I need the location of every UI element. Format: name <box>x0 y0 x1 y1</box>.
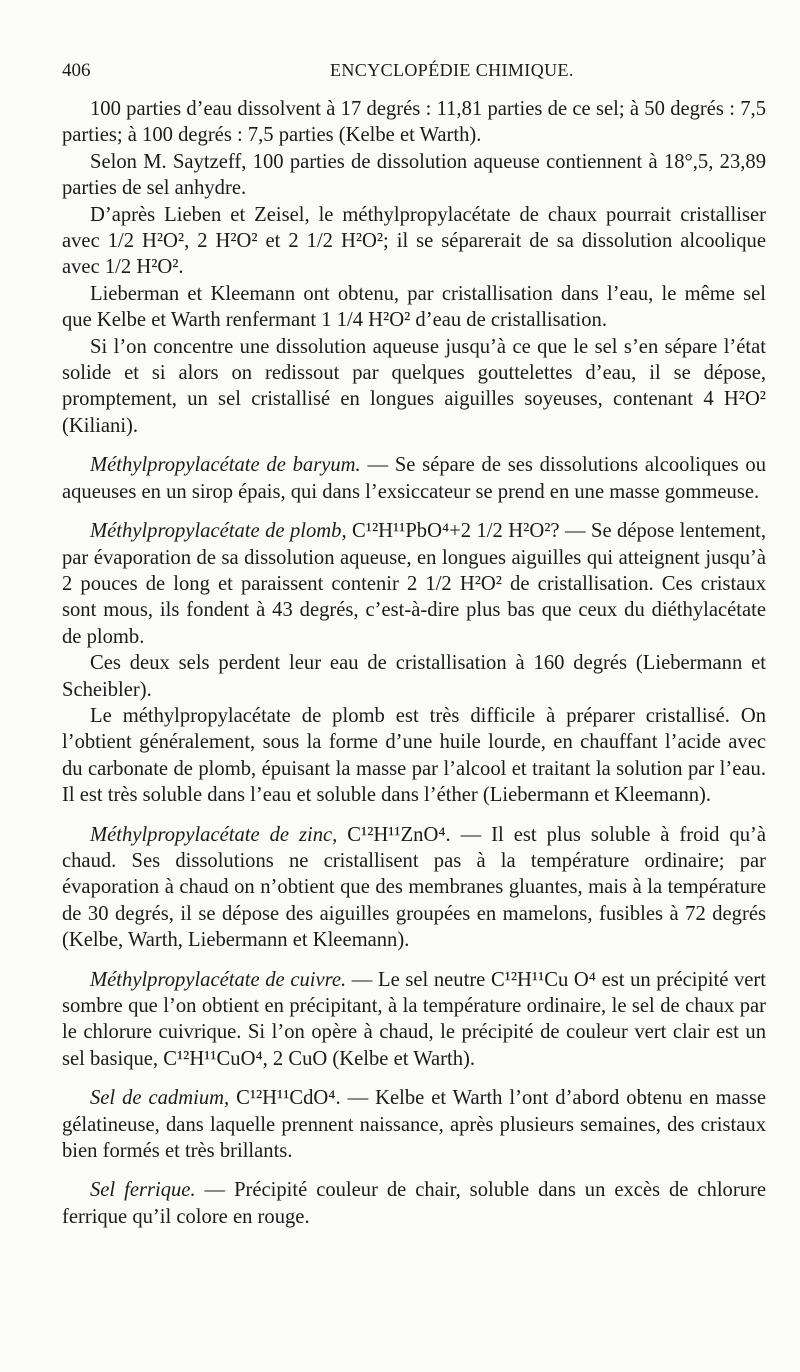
paragraph <box>62 334 766 440</box>
section-paragraph <box>62 967 766 1073</box>
paragraph-text: C¹²H¹¹ZnO⁴. — Il est plus soluble à froid qu’à chaud. Ses dissolutions ne cristallisent pas à la température ordinaire; par évaporation à chaud on n’obtient que des membranes gluantes, mais à la température de 30 degrés, il se dépose des aiguilles groupées en mamelons, fusibles à 72 degrés (Kelbe, Warth, Liebermann et Kleemann). <box>62 823 766 952</box>
paragraph-text: Le méthylpropylacétate de plomb est très difficile à préparer cristallisé. On l’obtient généralement, sous la forme d’une huile lourde, en chauffant l’acide avec du carbonate de plomb, épuisant la masse par l’alcool et traitant la solution par l’eau. Il est très soluble dans l’eau et soluble dans l’éther (Liebermann et Kleemann). <box>62 704 766 807</box>
paragraph-text: — Se sépare de ses dissolutions alcooliques ou aqueuses en un sirop épais, qui dans l’exsiccateur se prend en une masse gommeuse. <box>62 454 767 503</box>
paragraph <box>62 149 766 202</box>
running-title: ENCYCLOPÉDIE CHIMIQUE. <box>330 60 574 80</box>
section-title: Méthylpropylacétate de plomb, <box>90 520 347 543</box>
section-paragraph <box>62 1085 766 1164</box>
paragraph <box>62 650 766 703</box>
page-header <box>62 60 770 88</box>
paragraph-text: — Précipité couleur de chair, soluble dans un excès de chlorure ferrique qu’il colore en rouge. <box>62 1179 766 1228</box>
page-number: 406 <box>62 60 91 81</box>
section-title: Méthylpropylacétate de baryum. <box>90 454 361 477</box>
paragraph <box>62 96 766 149</box>
paragraph-text: — Le sel neutre C¹²H¹¹Cu O⁴ est un précipité vert sombre que l’on obtient en précipitant, à la température ordinaire, le sel de chaux par le chlorure cuivrique. Si l’on opère à chaud, le précipité de couleur vert clair est un sel basique, C¹²H¹¹CuO⁴, 2 CuO (Kelbe et Warth). <box>62 968 766 1070</box>
paragraph-text: Si l’on concentre une dissolution aqueuse jusqu’à ce que le sel s’en sépare l’état solide et si alors on redissout par quelques gouttelettes d’eau, il se dépose, promptement, un sel cristallisé en longues aiguilles soyeuses, contenant 4 H²O² (Kiliani). <box>62 335 766 437</box>
section-title: Sel ferrique. <box>90 1179 196 1202</box>
paragraph-text: Lieberman et Kleemann ont obtenu, par cristallisation dans l’eau, le même sel que Kelbe et Warth renfermant 1 1/4 H²O² d’eau de cristallisation. <box>62 282 766 332</box>
paragraph-text: 100 parties d’eau dissolvent à 17 degrés : 11,81 parties de ce sel; à 50 degrés : 7,5 parties; à 100 degrés : 7,5 parties (Kelbe et Warth). <box>62 98 766 147</box>
section-title: Sel de cadmium, <box>90 1087 230 1110</box>
paragraph <box>62 202 766 281</box>
section-paragraph <box>62 518 766 650</box>
section-paragraph <box>62 452 766 505</box>
paragraph <box>62 281 766 334</box>
section-title: Méthylpropylacétate de zinc, <box>90 823 338 846</box>
paragraph-text: C¹²H¹¹CdO⁴. — Kelbe et Warth l’ont d’abord obtenu en masse gélatineuse, dans laquelle prennent naissance, après plusieurs semaines, des cristaux bien formés et très brillants. <box>62 1087 766 1163</box>
section-paragraph <box>62 822 766 954</box>
paragraph-text: D’après Lieben et Zeisel, le méthylpropylacétate de chaux pourrait cristalliser avec 1/2 H²O², 2 H²O² et 2 1/2 H²O²; il se séparerait de sa dissolution alcoolique avec 1/2 H²O². <box>62 203 766 279</box>
paragraph-text: C¹²H¹¹PbO⁴+2 1/2 H²O²? — Se dépose lentement, par évaporation de sa dissolution aqueuse, en longues aiguilles qui atteignent jusqu’à 2 pouces de long et paraissent contenir 2 1/2 H²O² de cristallisation. Ces cristaux sont mous, ils fondent à 43 degrés, c’est-à-dire plus bas que ceux du diéthylacétate de plomb. <box>62 520 767 648</box>
section-title: Méthylpropylacétate de cuivre. <box>90 968 347 991</box>
paragraph-text: Selon M. Saytzeff, 100 parties de dissolution aqueuse contiennent à 18°,5, 23,89 parties de sel anhydre. <box>62 150 766 200</box>
paragraph <box>62 703 766 809</box>
body-text <box>62 96 766 1230</box>
paragraph-text: Ces deux sels perdent leur eau de cristallisation à 160 degrés (Liebermann et Scheibler). <box>62 652 766 701</box>
section-paragraph <box>62 1177 766 1230</box>
